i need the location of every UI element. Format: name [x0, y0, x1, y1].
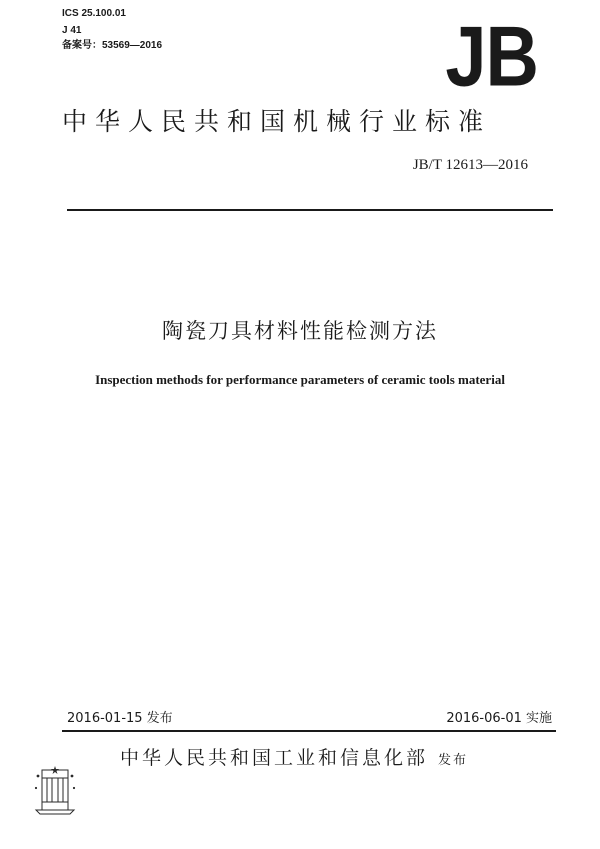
- bottom-divider: [62, 730, 556, 732]
- publisher-line: [120, 746, 468, 770]
- document-title-chinese: 陶瓷刀具材料性能检测方法: [162, 319, 438, 343]
- jb-logo: JB: [445, 8, 538, 104]
- ministry-emblem-icon: [30, 766, 80, 816]
- issue-date: 2016-01-15 发布: [67, 711, 173, 726]
- record-number: 备案号：53569—2016: [62, 40, 163, 51]
- top-divider: [67, 209, 553, 211]
- standard-number: JB/T 12613—2016: [412, 157, 528, 173]
- effective-date: 2016-06-01 实施: [446, 711, 552, 726]
- publisher-name: 中华人民共和国工业和信息化部: [120, 747, 429, 769]
- document-title-english: Inspection methods for performance parameters of ceramic tools material: [95, 372, 505, 387]
- ics-code: ICS 25.100.01: [62, 8, 126, 19]
- publish-label: 发布: [438, 753, 469, 768]
- standard-category: 中华人民共和国机械行业标准: [62, 107, 492, 136]
- classification-code: J 41: [62, 25, 82, 36]
